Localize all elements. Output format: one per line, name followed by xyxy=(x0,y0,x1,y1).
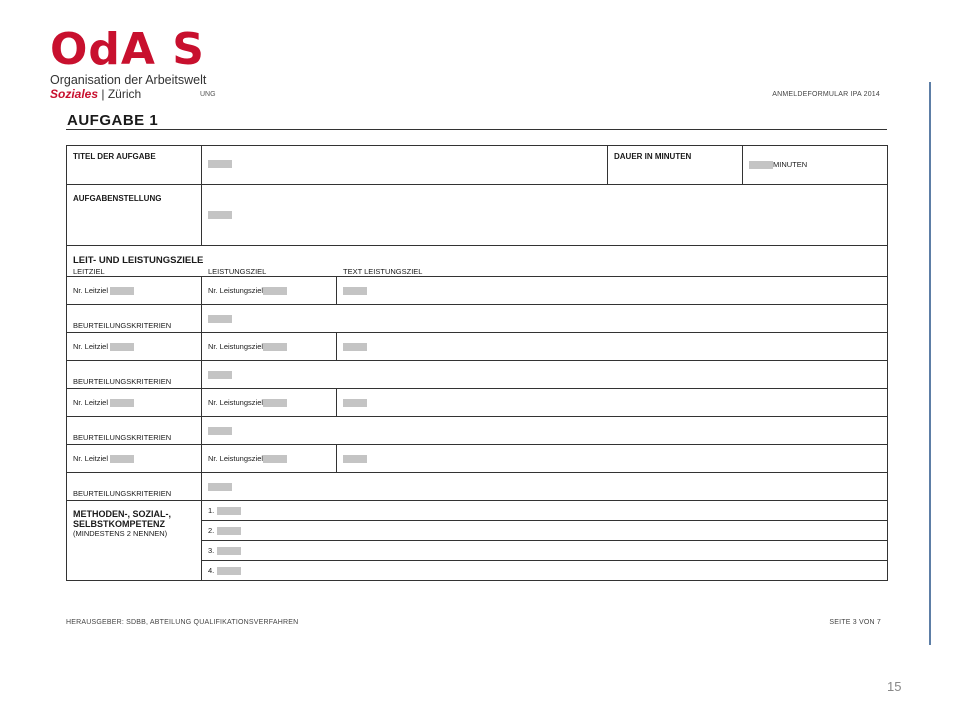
nr-leistungsziel-label: Nr. Leistungsziel xyxy=(208,398,264,407)
row-aufgabenstellung xyxy=(67,185,888,246)
task-form-table xyxy=(66,145,888,581)
footer-publisher: HERAUSGEBER: SDBB, ABTEILUNG QUALIFIKATIONSVERFAHREN xyxy=(66,619,299,626)
aufgabenstellung-field[interactable] xyxy=(202,185,888,246)
placeholder xyxy=(110,399,134,407)
nr-leitziel-label: Nr. Leitziel xyxy=(73,342,109,351)
placeholder xyxy=(208,427,232,435)
ziele-label: LEIT- UND LEISTUNGSZIELE xyxy=(73,255,204,266)
footer-page-info: SEITE 3 VON 7 xyxy=(829,619,881,626)
beurteilung-field[interactable] xyxy=(202,361,888,389)
beurteilung-label: BEURTEILUNGSKRITERIEN xyxy=(73,321,172,330)
text-leistungsziel-cell[interactable] xyxy=(337,333,888,361)
form-header-title: ANMELDEFORMULAR IPA 2014 xyxy=(772,91,880,98)
placeholder xyxy=(208,371,232,379)
placeholder xyxy=(217,527,241,535)
slide-accent-line xyxy=(929,82,931,645)
logo-soziales: Soziales xyxy=(50,87,99,101)
placeholder xyxy=(217,547,241,555)
beurteilung-label-cell xyxy=(67,361,202,389)
leitziel-cell[interactable] xyxy=(67,445,202,473)
row-ziel-1 xyxy=(67,277,888,305)
beurteilung-label-cell xyxy=(67,305,202,333)
placeholder xyxy=(208,315,232,323)
beurteilung-field[interactable] xyxy=(202,473,888,501)
logo-org-line: Organisation der Arbeitswelt xyxy=(50,73,207,87)
leitziel-entry xyxy=(73,286,134,295)
slide-number: 15 xyxy=(887,679,902,694)
row-titel xyxy=(67,146,888,185)
beurteilung-label: BEURTEILUNGSKRITERIEN xyxy=(73,489,172,498)
leitziel-entry xyxy=(73,454,134,463)
logo-zurich: | Zürich xyxy=(98,87,142,101)
kompetenz-title-line2: SELBSTKOMPETENZ xyxy=(73,519,166,529)
col-text-leistungsziel: TEXT LEISTUNGSZIEL xyxy=(343,267,423,276)
leistungsziel-entry xyxy=(208,342,287,351)
placeholder xyxy=(208,160,232,168)
nr-leitziel-label: Nr. Leitziel xyxy=(73,398,109,407)
page-title: AUFGABE 1 xyxy=(67,112,159,129)
row-ziel-4 xyxy=(67,445,888,473)
text-leistungsziel-cell[interactable] xyxy=(337,277,888,305)
kompetenz-entry xyxy=(208,566,241,575)
titel-label: TITEL DER AUFGABE xyxy=(67,146,202,185)
beurteilung-label: BEURTEILUNGSKRITERIEN xyxy=(73,433,172,442)
leistungsziel-cell[interactable] xyxy=(202,445,337,473)
kompetenz-item[interactable] xyxy=(202,561,888,581)
leitziel-cell[interactable] xyxy=(67,333,202,361)
placeholder xyxy=(749,161,773,169)
kompetenz-number: 2. xyxy=(208,526,215,535)
leistungsziel-cell[interactable] xyxy=(202,277,337,305)
row-beurteilung-4 xyxy=(67,473,888,501)
beurteilung-label: BEURTEILUNGSKRITERIEN xyxy=(73,377,172,386)
beurteilung-label-cell xyxy=(67,473,202,501)
kompetenz-entry xyxy=(208,506,241,515)
leistungsziel-cell[interactable] xyxy=(202,389,337,417)
leitziel-entry xyxy=(73,342,134,351)
kompetenz-label-cell xyxy=(67,501,202,581)
kompetenz-entry xyxy=(208,526,241,535)
row-beurteilung-3 xyxy=(67,417,888,445)
placeholder xyxy=(263,287,287,295)
leistungsziel-entry xyxy=(208,454,287,463)
row-ziel-2 xyxy=(67,333,888,361)
row-ziele-header xyxy=(67,246,888,277)
kompetenz-number: 1. xyxy=(208,506,215,515)
kompetenz-item[interactable] xyxy=(202,501,888,521)
placeholder xyxy=(343,287,367,295)
leitziel-cell[interactable] xyxy=(67,277,202,305)
kompetenz-note: (MINDESTENS 2 NENNEN) xyxy=(73,529,168,538)
placeholder xyxy=(217,567,241,575)
kompetenz-item[interactable] xyxy=(202,521,888,541)
aufgabenstellung-label: AUFGABENSTELLUNG xyxy=(67,185,202,246)
ziele-header-cell xyxy=(67,246,888,277)
col-leistungsziel: LEISTUNGSZIEL xyxy=(208,267,267,276)
placeholder xyxy=(208,483,232,491)
row-beurteilung-2 xyxy=(67,361,888,389)
placeholder xyxy=(343,343,367,351)
leistungsziel-entry xyxy=(208,286,287,295)
kompetenz-title xyxy=(67,501,201,529)
leitziel-cell[interactable] xyxy=(67,389,202,417)
leistungsziel-cell[interactable] xyxy=(202,333,337,361)
row-beurteilung-1 xyxy=(67,305,888,333)
placeholder xyxy=(263,343,287,351)
beurteilung-field[interactable] xyxy=(202,305,888,333)
nr-leitziel-label: Nr. Leitziel xyxy=(73,454,109,463)
placeholder xyxy=(343,399,367,407)
placeholder xyxy=(110,287,134,295)
kompetenz-entry xyxy=(208,546,241,555)
nr-leitziel-label: Nr. Leitziel xyxy=(73,286,109,295)
nr-leistungsziel-label: Nr. Leistungsziel xyxy=(208,286,264,295)
kompetenz-number: 3. xyxy=(208,546,215,555)
kompetenz-number: 4. xyxy=(208,566,215,575)
minuten-unit: MINUTEN xyxy=(773,160,808,169)
nr-leistungsziel-label: Nr. Leistungsziel xyxy=(208,342,264,351)
leistungsziel-entry xyxy=(208,398,287,407)
dauer-value xyxy=(749,160,807,169)
header-left-tail: UNG xyxy=(200,91,216,98)
placeholder xyxy=(217,507,241,515)
dauer-label: DAUER IN MINUTEN xyxy=(608,146,743,185)
placeholder xyxy=(208,211,232,219)
placeholder xyxy=(263,399,287,407)
placeholder xyxy=(263,455,287,463)
placeholder xyxy=(343,455,367,463)
title-divider xyxy=(66,129,887,130)
nr-leistungsziel-label: Nr. Leistungsziel xyxy=(208,454,264,463)
leitziel-entry xyxy=(73,398,134,407)
placeholder xyxy=(110,455,134,463)
text-leistungsziel-cell[interactable] xyxy=(337,389,888,417)
kompetenz-title-line1: METHODEN-, SOZIAL-, xyxy=(73,509,171,519)
beurteilung-label-cell xyxy=(67,417,202,445)
row-kompetenz-1 xyxy=(67,501,888,521)
row-ziel-3 xyxy=(67,389,888,417)
kompetenz-item[interactable] xyxy=(202,541,888,561)
beurteilung-field[interactable] xyxy=(202,417,888,445)
col-leitziel: LEITZIEL xyxy=(73,267,105,276)
logo-wordmark: OdA S xyxy=(50,24,205,75)
text-leistungsziel-cell[interactable] xyxy=(337,445,888,473)
titel-field[interactable] xyxy=(202,146,608,185)
dauer-field[interactable] xyxy=(743,146,888,185)
placeholder xyxy=(110,343,134,351)
